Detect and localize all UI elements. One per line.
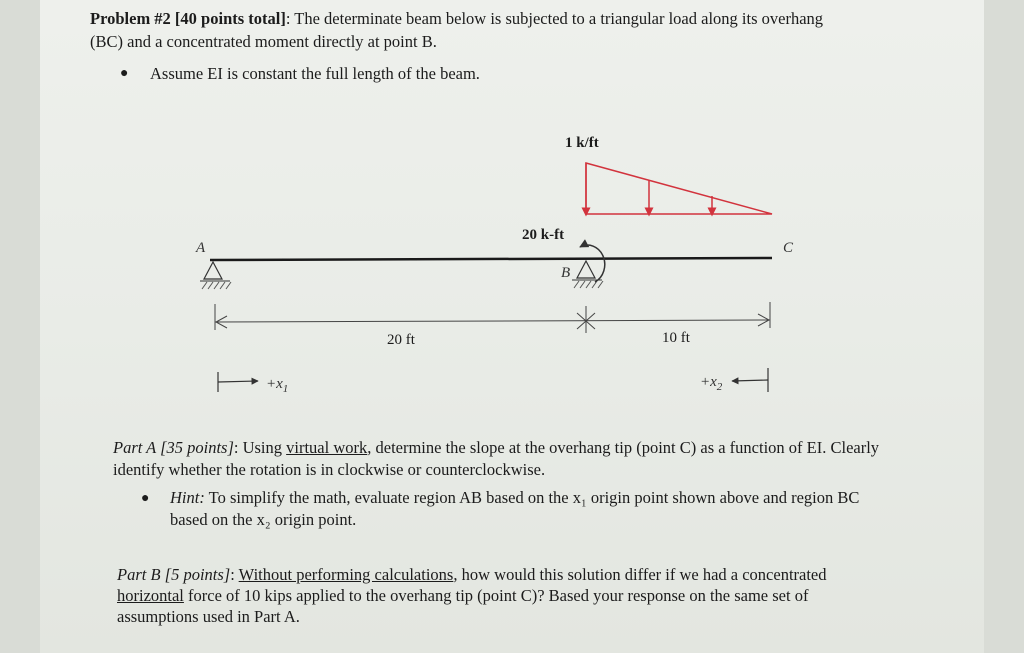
part-b-line1 — [117, 564, 897, 586]
load-label: 1 k/ft — [565, 135, 599, 151]
part-b-text1: , how would this solution differ if we had a concentrated — [453, 565, 827, 584]
pin-support-a — [200, 262, 231, 289]
point-a-label: A — [196, 240, 206, 256]
moment-arrow — [580, 245, 605, 282]
dim-ab-label: 20 ft — [387, 332, 415, 348]
problem-title: Problem #2 [40 points total] — [90, 9, 286, 28]
part-b-label: Part B [5 points] — [117, 565, 231, 584]
part-a-label: Part A [35 points] — [113, 438, 234, 457]
part-a-line2: identify whether the rotation is in clockwise or counterclockwise. — [113, 460, 546, 479]
problem-intro-line2: (BC) and a concentrated moment directly at point B. — [90, 32, 437, 51]
hint-label: Hint: — [170, 488, 205, 507]
moment-label: 20 k-ft — [522, 227, 565, 243]
part-b-text2: force of 10 kips applied to the overhang tip (point C)? Based your response on the same set of — [183, 586, 809, 605]
beam — [210, 258, 772, 260]
part-b-underline1: Without performing calculations — [238, 565, 454, 584]
part-a-line1 — [113, 437, 903, 459]
part-b-colon: : — [230, 565, 239, 584]
dim-bc-label: 10 ft — [662, 330, 690, 346]
part-a-text-post: , determine the slope at the overhang tip (point C) as a function of EI. Clearly — [367, 438, 880, 457]
virtual-work-term: virtual work — [286, 438, 368, 457]
problem-intro-text: : The determinate beam below is subjected to a triangular load along its overhang — [285, 9, 824, 28]
triangular-load — [586, 163, 772, 214]
hint-bullet-dot: ● — [141, 491, 150, 506]
assumption-text: Assume EI is constant the full length of the beam. — [150, 64, 480, 83]
point-c-label: C — [783, 240, 794, 256]
point-b-label: B — [561, 265, 571, 281]
dimension-line — [215, 302, 770, 333]
part-b-line2 — [117, 585, 897, 607]
bullet-dot: ● — [120, 66, 129, 81]
x1-label: $+x_1$ — [266, 376, 289, 395]
hint-line1 — [170, 487, 900, 509]
pin-support-b — [572, 261, 603, 288]
part-b-underline2: horizontal — [117, 586, 184, 605]
x2-label: $+x_2$ — [700, 374, 723, 393]
x1-axis-arrow — [218, 372, 258, 392]
hint-line2: based on the x₂ origin point. — [170, 510, 357, 529]
x2-axis-arrow — [732, 368, 768, 392]
part-b-line3: assumptions used in Part A. — [117, 607, 300, 626]
part-a-text-pre: : Using — [233, 438, 287, 457]
hint-text: To simplify the math, evaluate region AB based on the x₁ origin point shown above and region BC — [204, 488, 860, 507]
